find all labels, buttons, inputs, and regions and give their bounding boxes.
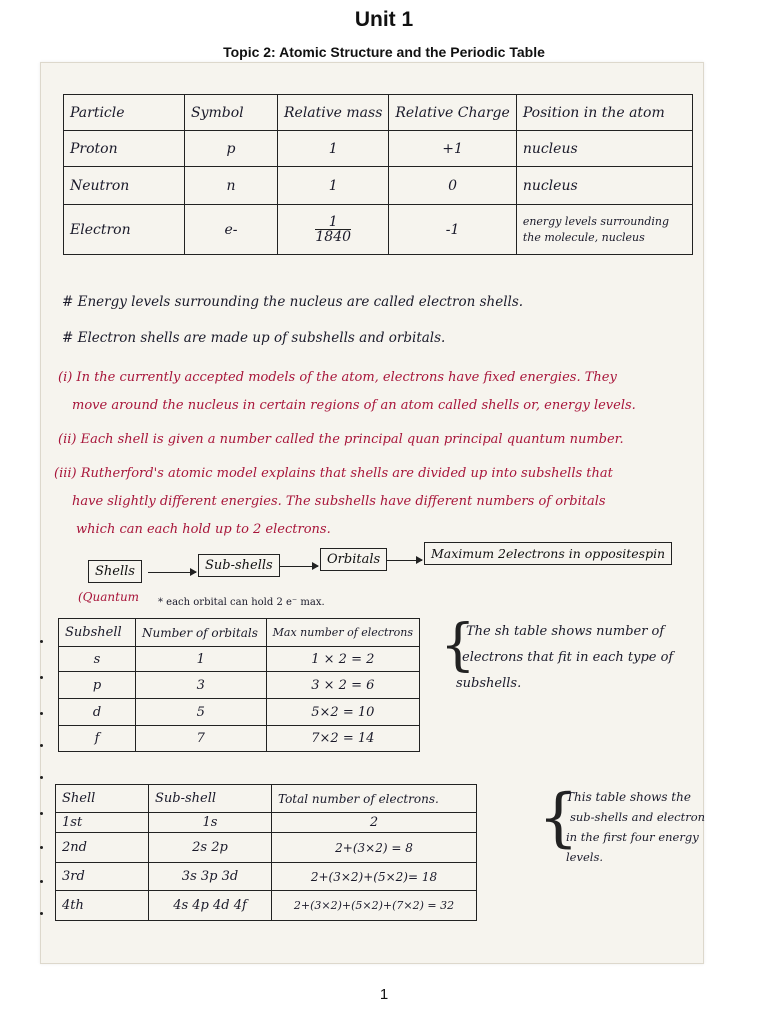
- subshell-name: d: [59, 699, 136, 726]
- particle-position: [516, 205, 692, 255]
- shell-total: 2+(3×2)+(5×2)+(7×2) = 32: [272, 891, 477, 921]
- subshell-table: [58, 618, 420, 752]
- subshell-max: 5×2 = 10: [266, 699, 419, 726]
- table-row: [56, 813, 477, 833]
- col-header: Particle: [64, 95, 185, 131]
- shell-subshells: 2s 2p: [149, 833, 272, 863]
- particle-mass: [278, 205, 389, 255]
- shell-subshells: 1s: [149, 813, 272, 833]
- flow-shells: Shells: [88, 560, 142, 583]
- flow-orbitals: Orbitals: [320, 548, 387, 571]
- page-number: 1: [379, 986, 389, 1003]
- margin-dot: [40, 640, 43, 643]
- particles-table: [63, 94, 693, 255]
- subshell-note-line: subshells.: [456, 676, 522, 691]
- note-line: # Energy levels surrounding the nucleus are called electron shells.: [62, 294, 524, 310]
- fraction-numerator: 1: [315, 215, 351, 230]
- table-row: [59, 672, 420, 699]
- particle-position: nucleus: [516, 131, 692, 167]
- margin-dot: [40, 712, 43, 715]
- shell-header-row: [56, 785, 477, 813]
- particles-header-row: [64, 95, 693, 131]
- col-header: Position in the atom: [516, 95, 692, 131]
- particle-name: Electron: [64, 205, 185, 255]
- subshell-max: 3 × 2 = 6: [266, 672, 419, 699]
- note-line: (ii) Each shell is given a number called the principal quan principal quantum number.: [58, 432, 624, 447]
- col-header: Max number of electrons: [266, 619, 419, 647]
- note-line: move around the nucleus in certain regions of an atom called shells or, energy levels.: [72, 398, 636, 413]
- margin-dot: [40, 776, 43, 779]
- mass-fraction: [315, 215, 351, 244]
- subshell-name: p: [59, 672, 136, 699]
- shell-name: 1st: [56, 813, 149, 833]
- table-row: [59, 699, 420, 726]
- table-row: [59, 647, 420, 672]
- shell-subshells: 4s 4p 4d 4f: [149, 891, 272, 921]
- particle-mass: 1: [278, 167, 389, 205]
- quantum-note: (Quantum: [78, 590, 140, 604]
- shell-table: [55, 784, 477, 921]
- col-header: Shell: [56, 785, 149, 813]
- table-row: [56, 863, 477, 891]
- subshell-orbitals: 1: [136, 647, 267, 672]
- note-line: # Electron shells are made up of subshells and orbitals.: [62, 330, 446, 346]
- margin-dot: [40, 880, 43, 883]
- curly-brace-icon: {: [440, 613, 476, 678]
- particle-symbol: p: [185, 131, 278, 167]
- subshell-name: f: [59, 726, 136, 752]
- col-header: Symbol: [185, 95, 278, 131]
- particle-charge: 0: [389, 167, 516, 205]
- subshell-note-line: electrons that fit in each type of: [462, 650, 674, 665]
- table-row: [56, 833, 477, 863]
- note-line: (iii) Rutherford's atomic model explains that shells are divided up into subshells that: [54, 466, 613, 481]
- particle-symbol: n: [185, 167, 278, 205]
- col-header: Subshell: [59, 619, 136, 647]
- particle-name: Proton: [64, 131, 185, 167]
- margin-dot: [40, 676, 43, 679]
- subshell-header-row: [59, 619, 420, 647]
- topic-title: Topic 2: Atomic Structure and the Periodic Table: [223, 44, 545, 60]
- flow-maximum: Maximum 2electrons in oppositespin: [424, 542, 672, 565]
- table-row: [64, 205, 693, 255]
- subshell-max: 1 × 2 = 2: [266, 647, 419, 672]
- unit-title: Unit 1: [354, 8, 414, 31]
- shell-total: 2+(3×2) = 8: [272, 833, 477, 863]
- particle-charge: -1: [389, 205, 516, 255]
- shell-name: 2nd: [56, 833, 149, 863]
- col-header: Relative mass: [278, 95, 389, 131]
- shell-subshells: 3s 3p 3d: [149, 863, 272, 891]
- particle-symbol: e-: [185, 205, 278, 255]
- particle-charge: +1: [389, 131, 516, 167]
- table-row: [56, 891, 477, 921]
- col-header: Total number of electrons.: [272, 785, 477, 813]
- shell-name: 3rd: [56, 863, 149, 891]
- subshell-name: s: [59, 647, 136, 672]
- margin-dot: [40, 812, 43, 815]
- fraction-denominator: 1840: [315, 229, 352, 245]
- note-line: (i) In the currently accepted models of the atom, electrons have fixed energies. They: [58, 370, 617, 385]
- subshell-note-line: The sh table shows number of: [466, 624, 665, 639]
- shell-note-line: This table shows the: [566, 790, 691, 804]
- note-line: which can each hold up to 2 electrons.: [76, 522, 331, 537]
- curly-brace-icon: {: [538, 781, 579, 855]
- flow-arrow: [280, 566, 318, 567]
- col-header: Number of orbitals: [136, 619, 267, 647]
- margin-dot: [40, 744, 43, 747]
- shell-note-line: in the first four energy: [566, 830, 699, 844]
- particle-mass: 1: [278, 131, 389, 167]
- flow-arrow: [148, 572, 196, 573]
- flow-subshells: Sub-shells: [198, 554, 280, 577]
- shell-total: 2: [272, 813, 477, 833]
- subshell-orbitals: 5: [136, 699, 267, 726]
- table-row: [64, 131, 693, 167]
- col-header: Relative Charge: [389, 95, 516, 131]
- shell-note-line: sub-shells and electron: [570, 810, 706, 824]
- subshell-orbitals: 7: [136, 726, 267, 752]
- shell-total: 2+(3×2)+(5×2)= 18: [272, 863, 477, 891]
- subshell-orbitals: 3: [136, 672, 267, 699]
- table-row: [64, 167, 693, 205]
- subshell-max: 7×2 = 14: [266, 726, 419, 752]
- margin-dot: [40, 846, 43, 849]
- shell-name: 4th: [56, 891, 149, 921]
- particle-name: Neutron: [64, 167, 185, 205]
- position-line: energy levels surrounding: [522, 214, 670, 228]
- orbital-note: * each orbital can hold 2 e⁻ max.: [158, 597, 325, 608]
- flow-arrow: [386, 560, 422, 561]
- margin-dot: [40, 912, 43, 915]
- particle-position: nucleus: [516, 167, 692, 205]
- col-header: Sub-shell: [149, 785, 272, 813]
- position-line: the molecule, nucleus: [522, 230, 645, 244]
- table-row: [59, 726, 420, 752]
- note-line: have slightly different energies. The subshells have different numbers of orbitals: [72, 494, 606, 509]
- shell-note-line: levels.: [566, 850, 604, 864]
